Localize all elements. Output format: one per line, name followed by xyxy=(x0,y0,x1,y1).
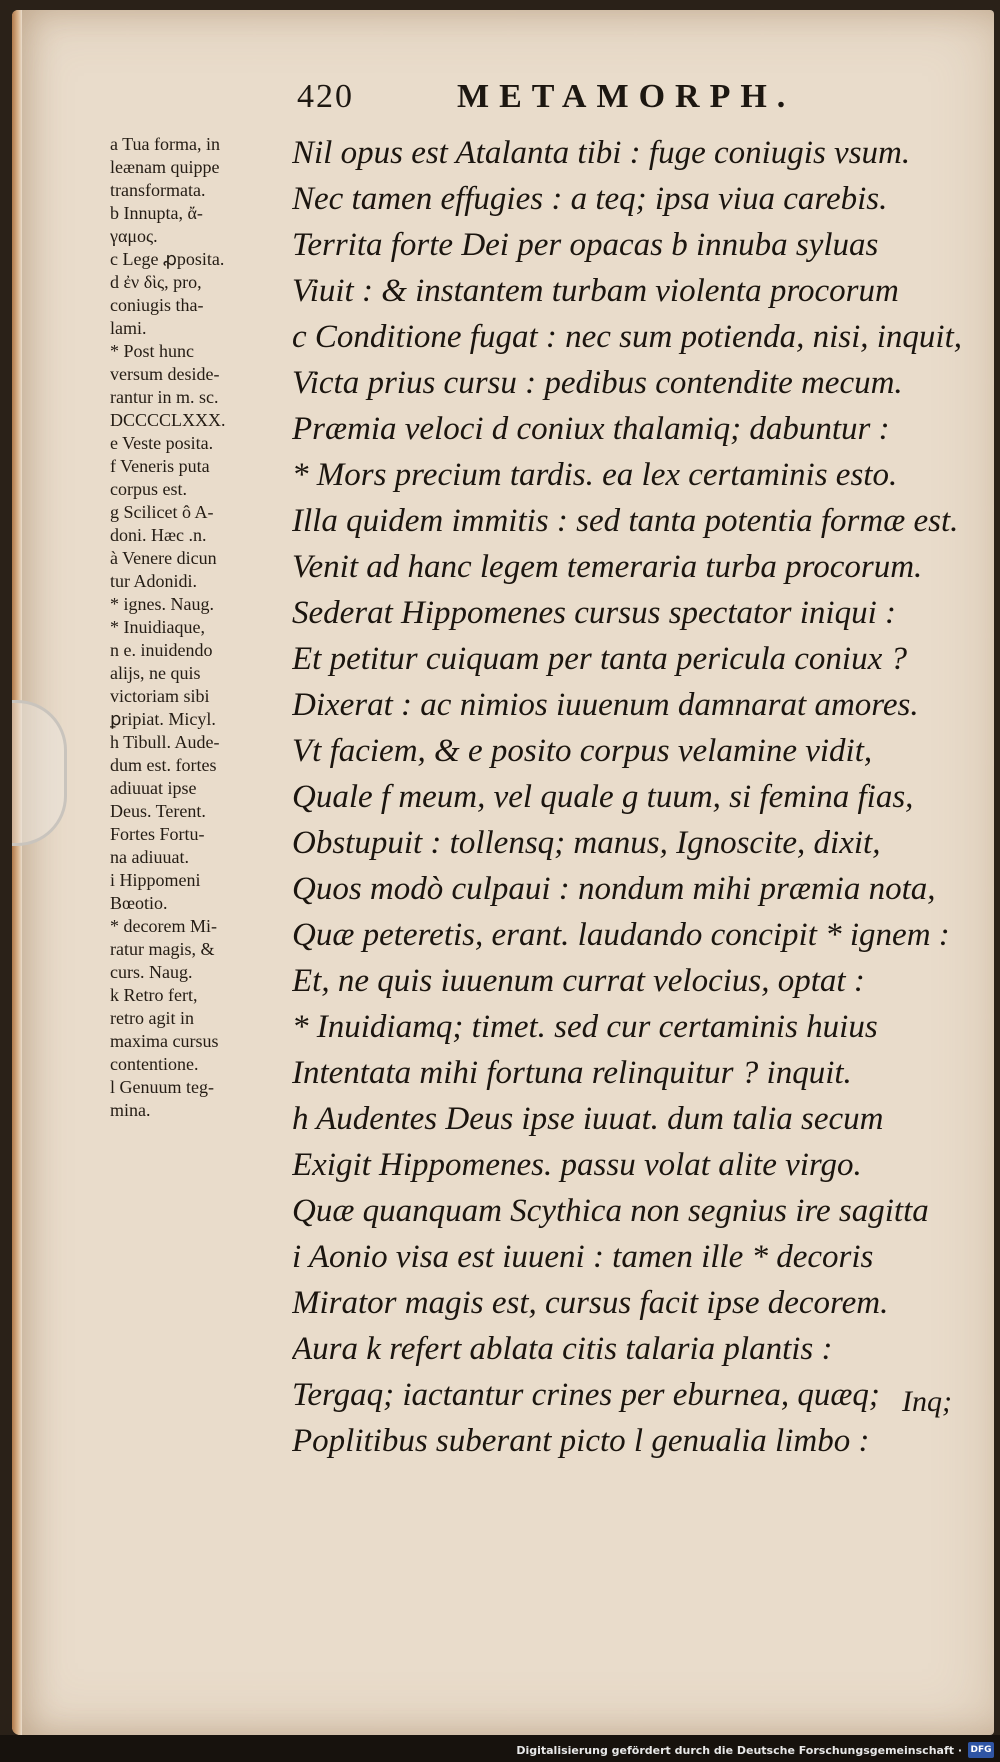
verse-line: Illa quidem immitis : sed tanta potentia formæ est. xyxy=(292,503,959,539)
verse-line: Obstupuit : tollensq; manus, Ignoscite, dixit, xyxy=(292,825,881,861)
marginal-note-line: maxima cursus xyxy=(110,1031,219,1051)
verse-line: Quæ quanquam Scythica non segnius ire sagitta xyxy=(292,1193,929,1229)
verse-line: Territa forte Dei per opacas b innuba syluas xyxy=(292,227,879,263)
verse-line: Sederat Hippomenes cursus spectator iniqui : xyxy=(292,595,897,631)
marginal-note-line: tur Adonidi. xyxy=(110,571,198,591)
marginal-note-line: adiuuat ipse xyxy=(110,778,197,798)
verse-line: Venit ad hanc legem temeraria turba procorum. xyxy=(292,549,923,585)
marginal-note-line: * ignes. Naug. xyxy=(110,594,214,614)
book-page xyxy=(12,10,994,1735)
marginal-note-line: * Inuidiaque, xyxy=(110,617,205,637)
dfg-logo: DFG xyxy=(968,1742,994,1758)
marginal-note-line: b Innupta, ἄ- xyxy=(110,203,203,223)
footer-bar xyxy=(0,1735,1000,1762)
marginal-note-line: curs. Naug. xyxy=(110,962,193,982)
marginal-note-line: versum deside- xyxy=(110,364,220,384)
verse-line: h Audentes Deus ipse iuuat. dum talia secum xyxy=(292,1101,884,1137)
verse-line: Poplitibus suberant picto l genualia limbo : xyxy=(292,1423,870,1459)
marginal-note-line: ꝑripiat. Micyl. xyxy=(110,709,216,729)
marginal-note-line: i Hippomeni xyxy=(110,870,201,890)
marginal-note-line: l Genuum teg- xyxy=(110,1077,214,1097)
marginal-note-line: retro agit in xyxy=(110,1008,194,1028)
marginal-note-line: e Veste posita. xyxy=(110,433,214,453)
marginal-note-line: leænam quippe xyxy=(110,157,220,177)
marginal-note-line: rantur in m. sc. xyxy=(110,387,219,407)
verse-line: Vt faciem, & e posito corpus velamine vidit, xyxy=(292,733,873,769)
catchword: Inq; xyxy=(902,1385,952,1418)
verse-line: Quæ peteretis, erant. laudando concipit * ignem : xyxy=(292,917,950,953)
marginal-note-line: na adiuuat. xyxy=(110,847,189,867)
verse-line: * Mors precium tardis. ea lex certaminis esto. xyxy=(292,457,898,493)
verse-line: Quos modò culpaui : nondum mihi præmia nota, xyxy=(292,871,936,907)
verse-text xyxy=(292,130,982,1464)
marginal-note-line: ratur magis, & xyxy=(110,939,215,959)
marginal-note-line: Bœotio. xyxy=(110,893,168,913)
marginal-note-line: contentione. xyxy=(110,1054,199,1074)
verse-line: Quale f meum, vel quale g tuum, si femina fias, xyxy=(292,779,914,815)
marginal-note-line: * decorem Mi- xyxy=(110,916,217,936)
marginal-notes xyxy=(110,133,292,1122)
marginal-note-line: h Tibull. Aude- xyxy=(110,732,220,752)
verse-line: Præmia veloci d coniux thalamiq; dabuntur : xyxy=(292,411,890,447)
footer-credit: Digitalisierung gefördert durch die Deutsche Forschungsgemeinschaft · xyxy=(516,1744,962,1757)
verse-line: Nil opus est Atalanta tibi : fuge coniugis vsum. xyxy=(292,135,911,171)
verse-line: Dixerat : ac nimios iuuenum damnarat amores. xyxy=(292,687,919,723)
marginal-note-line: Fortes Fortu- xyxy=(110,824,205,844)
paper-clip xyxy=(12,700,67,846)
marginal-note-line: Deus. Terent. xyxy=(110,801,206,821)
marginal-note-line: corpus est. xyxy=(110,479,187,499)
marginal-note-line: γαμος. xyxy=(110,226,158,246)
marginal-note-line: doni. Hæc .n. xyxy=(110,525,207,545)
verse-line: Aura k refert ablata citis talaria plantis : xyxy=(292,1331,833,1367)
verse-line: * Inuidiamq; timet. sed cur certaminis huius xyxy=(292,1009,878,1045)
marginal-note-line: f Veneris puta xyxy=(110,456,210,476)
verse-line: Et petitur cuiquam per tanta pericula coniux ? xyxy=(292,641,907,677)
marginal-note-line: DCCCCLXXX. xyxy=(110,410,226,430)
marginal-note-line: coniugis tha- xyxy=(110,295,204,315)
marginal-note-line: g Scilicet ô A- xyxy=(110,502,214,522)
marginal-note-line: dum est. fortes xyxy=(110,755,217,775)
marginal-note-line: n e. inuidendo xyxy=(110,640,213,660)
verse-line: Intentata mihi fortuna relinquitur ? inquit. xyxy=(292,1055,852,1091)
running-title: METAMORPH. xyxy=(457,78,796,115)
verse-line: c Conditione fugat : nec sum potienda, nisi, inquit, xyxy=(292,319,963,355)
marginal-note-line: a Tua forma, in xyxy=(110,134,220,154)
marginal-note-line: à Venere dicun xyxy=(110,548,217,568)
verse-line: Viuit : & instantem turbam violenta procorum xyxy=(292,273,899,309)
verse-line: Et, ne quis iuuenum currat velocius, optat : xyxy=(292,963,865,999)
marginal-note-line: d ἐν δὶς, pro, xyxy=(110,272,202,292)
marginal-note-line: mina. xyxy=(110,1100,151,1120)
verse-line: Exigit Hippomenes. passu volat alite virgo. xyxy=(292,1147,862,1183)
verse-line: i Aonio visa est iuueni : tamen ille * decoris xyxy=(292,1239,874,1275)
verse-line: Victa prius cursu : pedibus contendite mecum. xyxy=(292,365,903,401)
marginal-note-line: lami. xyxy=(110,318,147,338)
marginal-note-line: c Lege ꝓposita. xyxy=(110,249,225,269)
marginal-note-line: victoriam sibi xyxy=(110,686,210,706)
page-edge xyxy=(12,10,22,1735)
marginal-note-line: alijs, ne quis xyxy=(110,663,201,683)
verse-line: Nec tamen effugies : a teq; ipsa viua carebis. xyxy=(292,181,888,217)
page-header xyxy=(297,78,947,128)
verse-line: Tergaq; iactantur crines per eburnea, quæq; xyxy=(292,1377,880,1413)
marginal-note-line: * Post hunc xyxy=(110,341,195,361)
page-number: 420 xyxy=(297,78,354,115)
marginal-note-line: transformata. xyxy=(110,180,206,200)
marginal-note-line: k Retro fert, xyxy=(110,985,198,1005)
verse-line: Mirator magis est, cursus facit ipse decorem. xyxy=(292,1285,889,1321)
